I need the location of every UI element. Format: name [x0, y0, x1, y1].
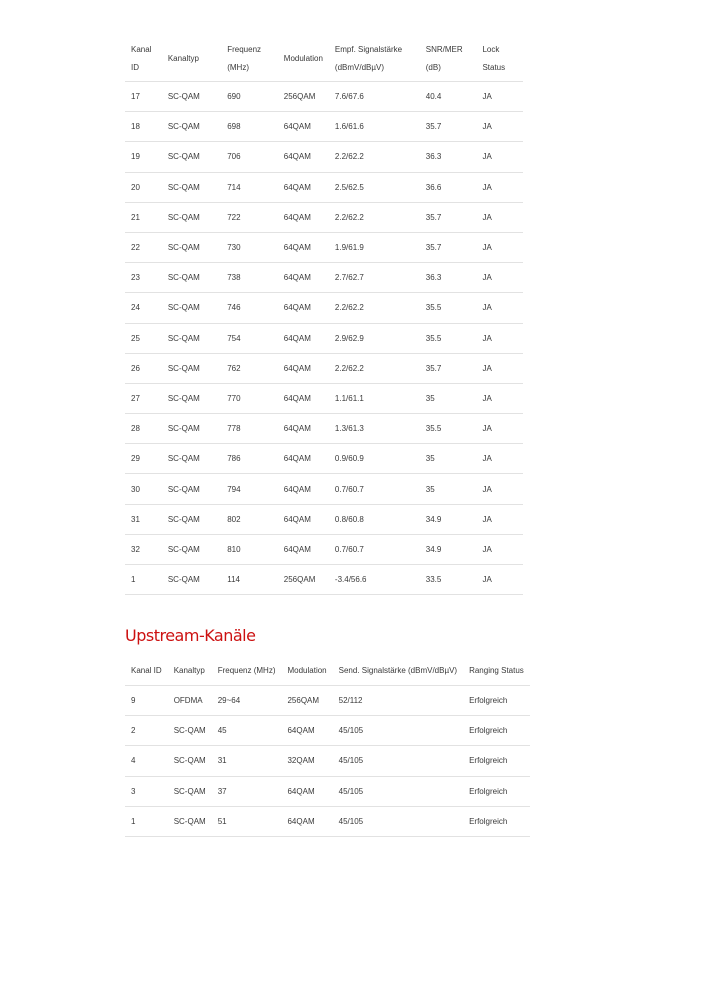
downstream-header-kanaltyp [162, 33, 221, 82]
table-row [125, 263, 523, 293]
cell-kanaltyp: SC-QAM [168, 716, 212, 746]
table-row [125, 716, 530, 746]
cell-kanal-id: 2 [125, 716, 168, 746]
header-label: Modulation [283, 54, 323, 63]
table-row [125, 383, 523, 413]
cell-kanal-id: 1 [125, 806, 168, 836]
table-row [125, 746, 530, 776]
cell-snr-mer: 35.7 [420, 353, 477, 383]
cell-snr-mer: 34.9 [420, 504, 477, 534]
table-row [125, 444, 523, 474]
table-row [125, 82, 523, 112]
cell-signalstaerke: 2.9/62.9 [329, 323, 420, 353]
cell-modulation: 64QAM [278, 172, 329, 202]
cell-kanal-id: 20 [125, 172, 162, 202]
cell-snr-mer: 35.5 [420, 414, 477, 444]
cell-signalstaerke: 1.6/61.6 [329, 112, 420, 142]
cell-snr-mer: 36.3 [420, 263, 477, 293]
cell-signalstaerke: 52/112 [333, 686, 463, 716]
cell-frequenz: 730 [221, 232, 278, 262]
cell-signalstaerke: 2.2/62.2 [329, 293, 420, 323]
cell-frequenz: 754 [221, 323, 278, 353]
cell-ranging-status: Erfolgreich [463, 776, 530, 806]
cell-kanaltyp: SC-QAM [162, 444, 221, 474]
cell-kanal-id: 1 [125, 565, 162, 595]
cell-kanal-id: 29 [125, 444, 162, 474]
cell-signalstaerke: 1.1/61.1 [329, 383, 420, 413]
cell-signalstaerke: 45/105 [333, 716, 463, 746]
cell-lock-status: JA [476, 202, 523, 232]
cell-kanal-id: 4 [125, 746, 168, 776]
cell-snr-mer: 35.7 [420, 202, 477, 232]
upstream-header-kanal-id: Kanal ID [125, 655, 168, 686]
cell-signalstaerke: 45/105 [333, 776, 463, 806]
cell-signalstaerke: 2.5/62.5 [329, 172, 420, 202]
cell-signalstaerke: 7.6/67.6 [329, 82, 420, 112]
cell-modulation: 64QAM [278, 323, 329, 353]
cell-frequenz: 31 [212, 746, 282, 776]
table-row [125, 474, 523, 504]
downstream-header-row [125, 33, 523, 82]
cell-kanaltyp: SC-QAM [162, 263, 221, 293]
cell-lock-status: JA [476, 232, 523, 262]
cell-lock-status: JA [476, 82, 523, 112]
cell-kanaltyp: SC-QAM [162, 112, 221, 142]
cell-modulation: 64QAM [278, 263, 329, 293]
upstream-header-kanaltyp: Kanaltyp [168, 655, 212, 686]
cell-kanaltyp: SC-QAM [162, 82, 221, 112]
cell-modulation: 64QAM [278, 534, 329, 564]
header-label: Kanaltyp [167, 54, 199, 63]
upstream-section-title: Upstream-Kanäle [125, 626, 256, 645]
upstream-table-body [125, 686, 530, 837]
cell-signalstaerke: 0.7/60.7 [329, 474, 420, 504]
cell-snr-mer: 34.9 [420, 534, 477, 564]
upstream-header-modulation: Modulation [281, 655, 332, 686]
table-row [125, 686, 530, 716]
cell-modulation: 64QAM [281, 776, 332, 806]
table-row [125, 323, 523, 353]
cell-frequenz: 114 [221, 565, 278, 595]
downstream-header-snr-mer [420, 33, 477, 82]
cell-modulation: 64QAM [278, 232, 329, 262]
cell-modulation: 64QAM [278, 293, 329, 323]
upstream-header-ranging-status: Ranging Status [463, 655, 530, 686]
cell-modulation: 256QAM [281, 686, 332, 716]
cell-frequenz: 714 [221, 172, 278, 202]
cell-frequenz: 746 [221, 293, 278, 323]
table-row [125, 232, 523, 262]
cell-modulation: 64QAM [281, 716, 332, 746]
cell-modulation: 64QAM [278, 142, 329, 172]
table-row [125, 806, 530, 836]
cell-lock-status: JA [476, 444, 523, 474]
downstream-header-kanal-id [125, 33, 162, 82]
cell-lock-status: JA [476, 474, 523, 504]
table-row [125, 172, 523, 202]
header-label: Empf. Signalstärke [334, 45, 403, 54]
cell-frequenz: 51 [212, 806, 282, 836]
cell-kanal-id: 32 [125, 534, 162, 564]
table-row [125, 202, 523, 232]
cell-modulation: 64QAM [278, 414, 329, 444]
cell-signalstaerke: -3.4/56.6 [329, 565, 420, 595]
cell-kanal-id: 3 [125, 776, 168, 806]
upstream-header-frequenz: Frequenz (MHz) [212, 655, 282, 686]
cell-kanal-id: 27 [125, 383, 162, 413]
cell-lock-status: JA [476, 142, 523, 172]
cell-snr-mer: 36.3 [420, 142, 477, 172]
cell-lock-status: JA [476, 112, 523, 142]
cell-kanal-id: 9 [125, 686, 168, 716]
cell-lock-status: JA [476, 293, 523, 323]
header-label: Frequenz [227, 45, 262, 54]
cell-lock-status: JA [476, 263, 523, 293]
cell-kanal-id: 18 [125, 112, 162, 142]
cell-frequenz: 770 [221, 383, 278, 413]
cell-frequenz: 45 [212, 716, 282, 746]
cell-kanal-id: 23 [125, 263, 162, 293]
cell-modulation: 64QAM [278, 474, 329, 504]
cell-lock-status: JA [476, 414, 523, 444]
cell-signalstaerke: 2.2/62.2 [329, 142, 420, 172]
cell-modulation: 64QAM [278, 353, 329, 383]
cell-kanal-id: 21 [125, 202, 162, 232]
cell-kanaltyp: SC-QAM [168, 746, 212, 776]
header-label: Status [482, 63, 506, 72]
upstream-table-header [125, 655, 530, 686]
table-row [125, 565, 523, 595]
downstream-table-header [125, 33, 523, 82]
cell-kanal-id: 31 [125, 504, 162, 534]
header-label: SNR/MER [425, 45, 463, 54]
cell-kanal-id: 19 [125, 142, 162, 172]
cell-signalstaerke: 2.7/62.7 [329, 263, 420, 293]
cell-kanal-id: 17 [125, 82, 162, 112]
downstream-header-lock-status [476, 33, 523, 82]
cell-kanaltyp: SC-QAM [168, 806, 212, 836]
upstream-header-signalstaerke: Send. Signalstärke (dBmV/dBµV) [333, 655, 463, 686]
cell-lock-status: JA [476, 172, 523, 202]
cell-kanaltyp: SC-QAM [162, 202, 221, 232]
cell-kanal-id: 26 [125, 353, 162, 383]
cell-snr-mer: 40.4 [420, 82, 477, 112]
header-label: Kanal [131, 45, 152, 54]
cell-frequenz: 778 [221, 414, 278, 444]
cell-kanaltyp: SC-QAM [162, 474, 221, 504]
cell-kanaltyp: SC-QAM [162, 142, 221, 172]
cell-frequenz: 706 [221, 142, 278, 172]
cell-ranging-status: Erfolgreich [463, 806, 530, 836]
cell-signalstaerke: 45/105 [333, 806, 463, 836]
cell-kanaltyp: SC-QAM [162, 383, 221, 413]
cell-frequenz: 802 [221, 504, 278, 534]
cell-signalstaerke: 45/105 [333, 746, 463, 776]
cell-frequenz: 690 [221, 82, 278, 112]
upstream-channels-table [125, 655, 530, 837]
table-row [125, 504, 523, 534]
cell-modulation: 256QAM [278, 565, 329, 595]
cell-signalstaerke: 1.3/61.3 [329, 414, 420, 444]
cell-kanaltyp: SC-QAM [162, 414, 221, 444]
table-row [125, 414, 523, 444]
cell-modulation: 64QAM [278, 112, 329, 142]
cell-kanaltyp: SC-QAM [162, 353, 221, 383]
cell-kanaltyp: SC-QAM [162, 323, 221, 353]
header-label: (dBmV/dBµV) [334, 63, 384, 72]
cell-kanal-id: 22 [125, 232, 162, 262]
cell-frequenz: 722 [221, 202, 278, 232]
table-row [125, 534, 523, 564]
cell-frequenz: 810 [221, 534, 278, 564]
downstream-channels-table [125, 33, 523, 595]
cell-kanaltyp: SC-QAM [162, 232, 221, 262]
cell-kanal-id: 25 [125, 323, 162, 353]
cell-frequenz: 794 [221, 474, 278, 504]
cell-snr-mer: 35.5 [420, 293, 477, 323]
cell-frequenz: 37 [212, 776, 282, 806]
cell-modulation: 64QAM [278, 504, 329, 534]
table-row [125, 112, 523, 142]
cell-modulation: 64QAM [278, 202, 329, 232]
cell-kanaltyp: SC-QAM [168, 776, 212, 806]
cell-modulation: 32QAM [281, 746, 332, 776]
cell-ranging-status: Erfolgreich [463, 716, 530, 746]
downstream-table-body [125, 82, 523, 595]
cell-kanaltyp: SC-QAM [162, 534, 221, 564]
cell-kanaltyp: SC-QAM [162, 565, 221, 595]
header-label: (MHz) [227, 63, 249, 72]
cell-signalstaerke: 0.7/60.7 [329, 534, 420, 564]
cell-snr-mer: 35.7 [420, 112, 477, 142]
cell-kanal-id: 28 [125, 414, 162, 444]
cell-snr-mer: 35.5 [420, 323, 477, 353]
cell-frequenz: 698 [221, 112, 278, 142]
cell-snr-mer: 33.5 [420, 565, 477, 595]
downstream-header-modulation [278, 33, 329, 82]
header-label: ID [131, 63, 139, 72]
cell-modulation: 64QAM [278, 383, 329, 413]
cell-signalstaerke: 1.9/61.9 [329, 232, 420, 262]
cell-frequenz: 738 [221, 263, 278, 293]
upstream-header-row [125, 655, 530, 686]
cell-frequenz: 762 [221, 353, 278, 383]
cell-lock-status: JA [476, 534, 523, 564]
table-row [125, 353, 523, 383]
header-label: Lock [482, 45, 500, 54]
cell-modulation: 64QAM [278, 444, 329, 474]
cell-kanaltyp: SC-QAM [162, 504, 221, 534]
cell-kanal-id: 30 [125, 474, 162, 504]
cell-kanal-id: 24 [125, 293, 162, 323]
cell-signalstaerke: 0.9/60.9 [329, 444, 420, 474]
table-row [125, 293, 523, 323]
cell-ranging-status: Erfolgreich [463, 686, 530, 716]
cell-snr-mer: 35.7 [420, 232, 477, 262]
cell-snr-mer: 36.6 [420, 172, 477, 202]
cell-lock-status: JA [476, 565, 523, 595]
downstream-header-signalstaerke [329, 33, 420, 82]
cell-snr-mer: 35 [420, 383, 477, 413]
downstream-header-frequenz [221, 33, 278, 82]
cell-frequenz: 786 [221, 444, 278, 474]
cell-kanaltyp: OFDMA [168, 686, 212, 716]
cell-signalstaerke: 2.2/62.2 [329, 202, 420, 232]
table-row [125, 142, 523, 172]
cell-lock-status: JA [476, 323, 523, 353]
cell-lock-status: JA [476, 353, 523, 383]
cell-kanaltyp: SC-QAM [162, 172, 221, 202]
cell-ranging-status: Erfolgreich [463, 746, 530, 776]
cell-snr-mer: 35 [420, 444, 477, 474]
cell-modulation: 256QAM [278, 82, 329, 112]
cell-lock-status: JA [476, 383, 523, 413]
cell-snr-mer: 35 [420, 474, 477, 504]
cell-signalstaerke: 0.8/60.8 [329, 504, 420, 534]
cell-kanaltyp: SC-QAM [162, 293, 221, 323]
cell-signalstaerke: 2.2/62.2 [329, 353, 420, 383]
cell-modulation: 64QAM [281, 806, 332, 836]
cell-lock-status: JA [476, 504, 523, 534]
header-label: (dB) [425, 63, 441, 72]
table-row [125, 776, 530, 806]
cell-frequenz: 29~64 [212, 686, 282, 716]
